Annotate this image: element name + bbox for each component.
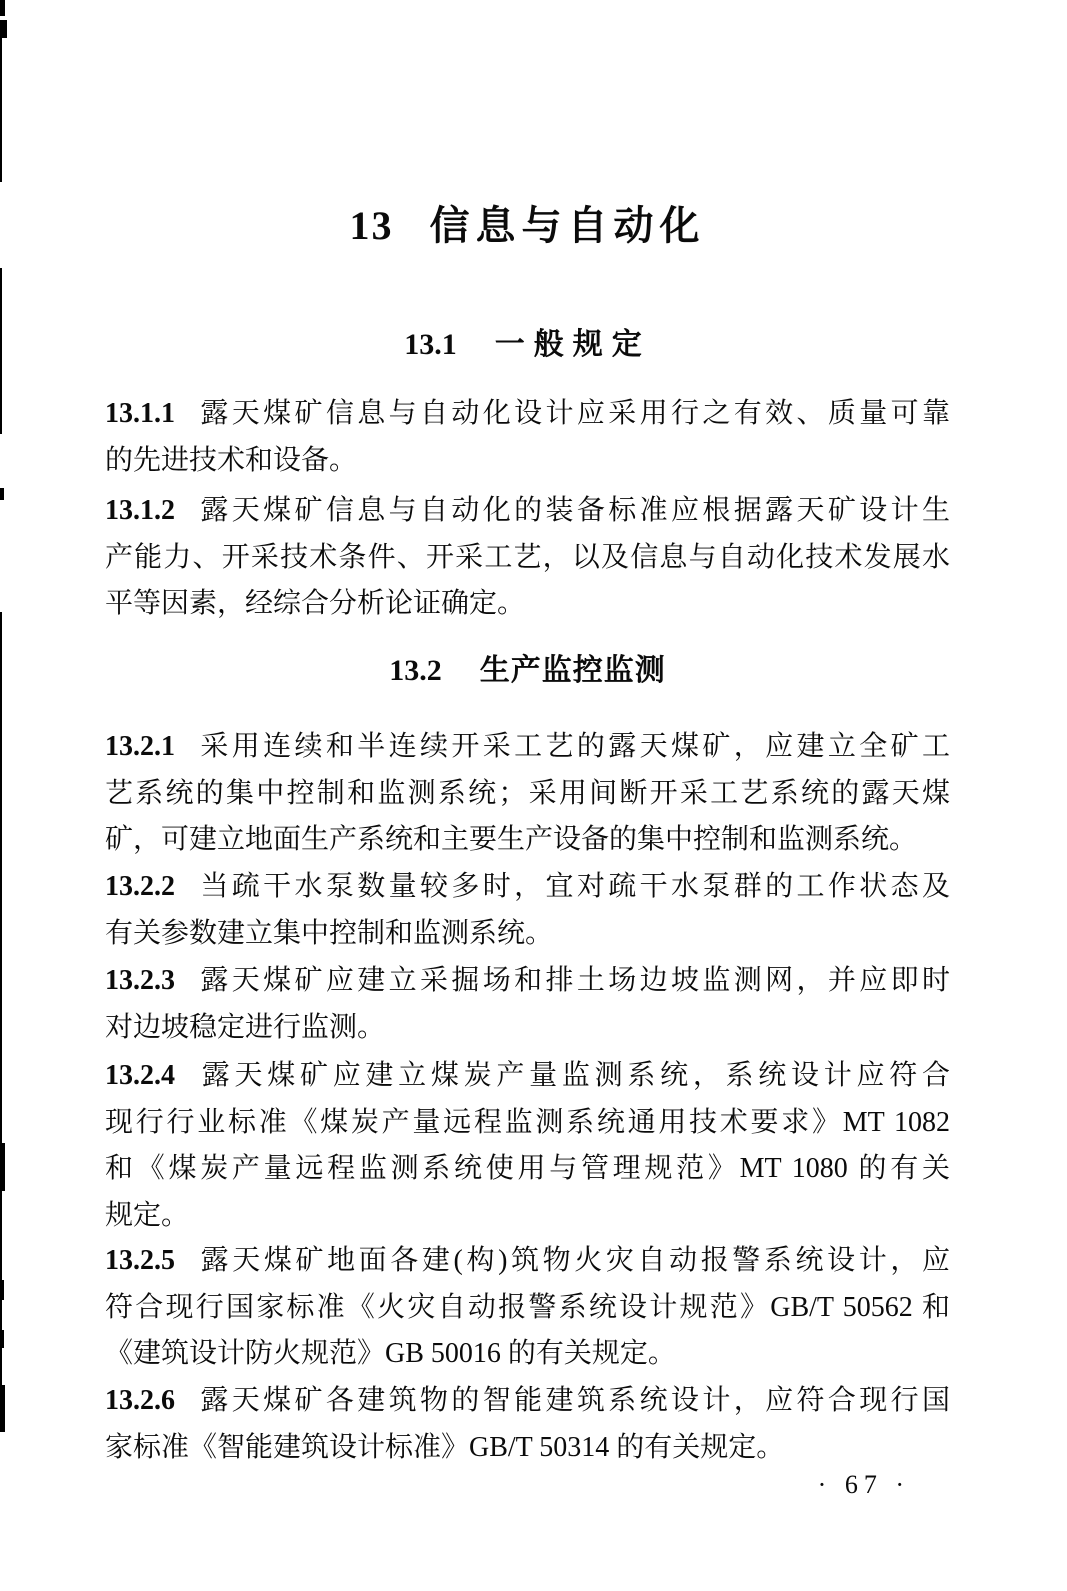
clause-line: 矿，可建立地面生产系统和主要生产设备的集中控制和监测系统。: [105, 824, 918, 855]
clause-line: 产能力、开采技术条件、开采工艺，以及信息与自动化技术发展水: [105, 541, 950, 573]
clause-line: 艺系统的集中控制和监测系统；采用间断开采工艺系统的露天煤: [105, 777, 950, 809]
scan-artifact-left-edge: [0, 20, 7, 38]
clause-number: 13.1.1: [105, 398, 175, 429]
clause-text: 当疏干水泵数量较多时，宜对疏干水泵群的工作状态及: [197, 871, 950, 902]
clause-line: 家标准《智能建筑设计标准》GB/T 50314 的有关规定。: [105, 1431, 785, 1463]
section-title-text: 一般规定: [494, 328, 651, 361]
scan-artifact-left-edge: [0, 612, 2, 662]
scan-artifact-left-edge: [0, 38, 2, 182]
scan-artifact-left-edge: [0, 1330, 4, 1348]
clause-line: [105, 1053, 950, 1100]
chapter-title: [105, 200, 950, 252]
clause-line: 规定。: [105, 1199, 190, 1231]
section-heading-13-1: [105, 327, 950, 363]
clause-line: 平等因素，经综合分析论证确定。: [105, 588, 526, 619]
scan-artifact-left-edge: [0, 1280, 4, 1300]
clause-line: 符合现行国家标准《火灾自动报警系统设计规范》GB/T 50562 和: [105, 1291, 950, 1323]
clause-text: 露天煤矿信息与自动化的装备标准应根据露天矿设计生: [197, 495, 950, 526]
chapter-title-text: 信息与自动化: [429, 203, 706, 248]
clause-line: [105, 488, 950, 535]
clause-number: 13.1.2: [105, 495, 175, 526]
clause-text: 露天煤矿信息与自动化设计应采用行之有效、质量可靠: [197, 398, 950, 429]
scan-artifact-left-edge: [0, 1143, 5, 1191]
clause-line: [105, 864, 950, 911]
scan-artifact-left-edge: [0, 662, 2, 1432]
clause-13-2-3: [105, 958, 950, 1051]
clause-number: 13.2.6: [105, 1385, 175, 1416]
clause-text: 露天煤矿地面各建(构)筑物火灾自动报警系统设计，应: [197, 1245, 950, 1276]
scan-artifact-left-edge: [0, 0, 5, 16]
clause-text: 露天煤矿应建立采掘场和排土场边坡监测网，并应即时: [197, 965, 950, 996]
clause-text: 采用连续和半连续开采工艺的露天煤矿，应建立全矿工: [197, 731, 950, 762]
page-number: · 67 ·: [817, 1470, 910, 1499]
scan-artifact-left-edge: [0, 1385, 5, 1432]
section-number: 13.1: [404, 328, 457, 361]
clause-number: 13.2.1: [105, 731, 175, 762]
clause-13-1-1: [105, 391, 950, 484]
clause-13-2-6: [105, 1378, 950, 1471]
clause-line: 现行行业标准《煤炭产量远程监测系统通用技术要求》MT 1082: [105, 1106, 950, 1138]
section-number: 13.2: [389, 654, 442, 687]
clause-text: 露天煤矿各建筑物的智能建筑系统设计，应符合现行国: [197, 1385, 950, 1416]
clause-number: 13.2.3: [105, 965, 175, 996]
section-title-text: 生产监控监测: [479, 654, 666, 687]
clause-13-2-5: [105, 1238, 950, 1378]
section-heading-13-2: [105, 653, 950, 689]
clause-line: [105, 1378, 950, 1425]
clause-13-1-2: [105, 488, 950, 628]
clause-line: [105, 958, 950, 1005]
clause-line: 《建筑设计防火规范》GB 50016 的有关规定。: [105, 1338, 676, 1369]
clause-line: 对边坡稳定进行监测。: [105, 1011, 386, 1043]
clause-line: [105, 724, 950, 771]
clause-line: [105, 1238, 950, 1285]
clause-number: 13.2.2: [105, 871, 175, 902]
clause-13-2-4: [105, 1053, 950, 1239]
clause-line: 有关参数建立集中控制和监测系统。: [105, 917, 554, 949]
chapter-number: 13: [349, 203, 394, 248]
clause-line: 和《煤炭产量远程监测系统使用与管理规范》MT 1080 的有关: [105, 1153, 950, 1184]
scan-artifact-left-edge: [0, 268, 2, 434]
clause-13-2-1: [105, 724, 950, 864]
clause-number: 13.2.4: [105, 1060, 175, 1091]
clause-line: 的先进技术和设备。: [105, 444, 358, 476]
clause-number: 13.2.5: [105, 1245, 175, 1276]
clause-text: 露天煤矿应建立煤炭产量监测系统，系统设计应符合: [197, 1060, 950, 1091]
clause-line: [105, 391, 950, 438]
clause-13-2-2: [105, 864, 950, 957]
scan-artifact-left-edge: [0, 488, 4, 500]
